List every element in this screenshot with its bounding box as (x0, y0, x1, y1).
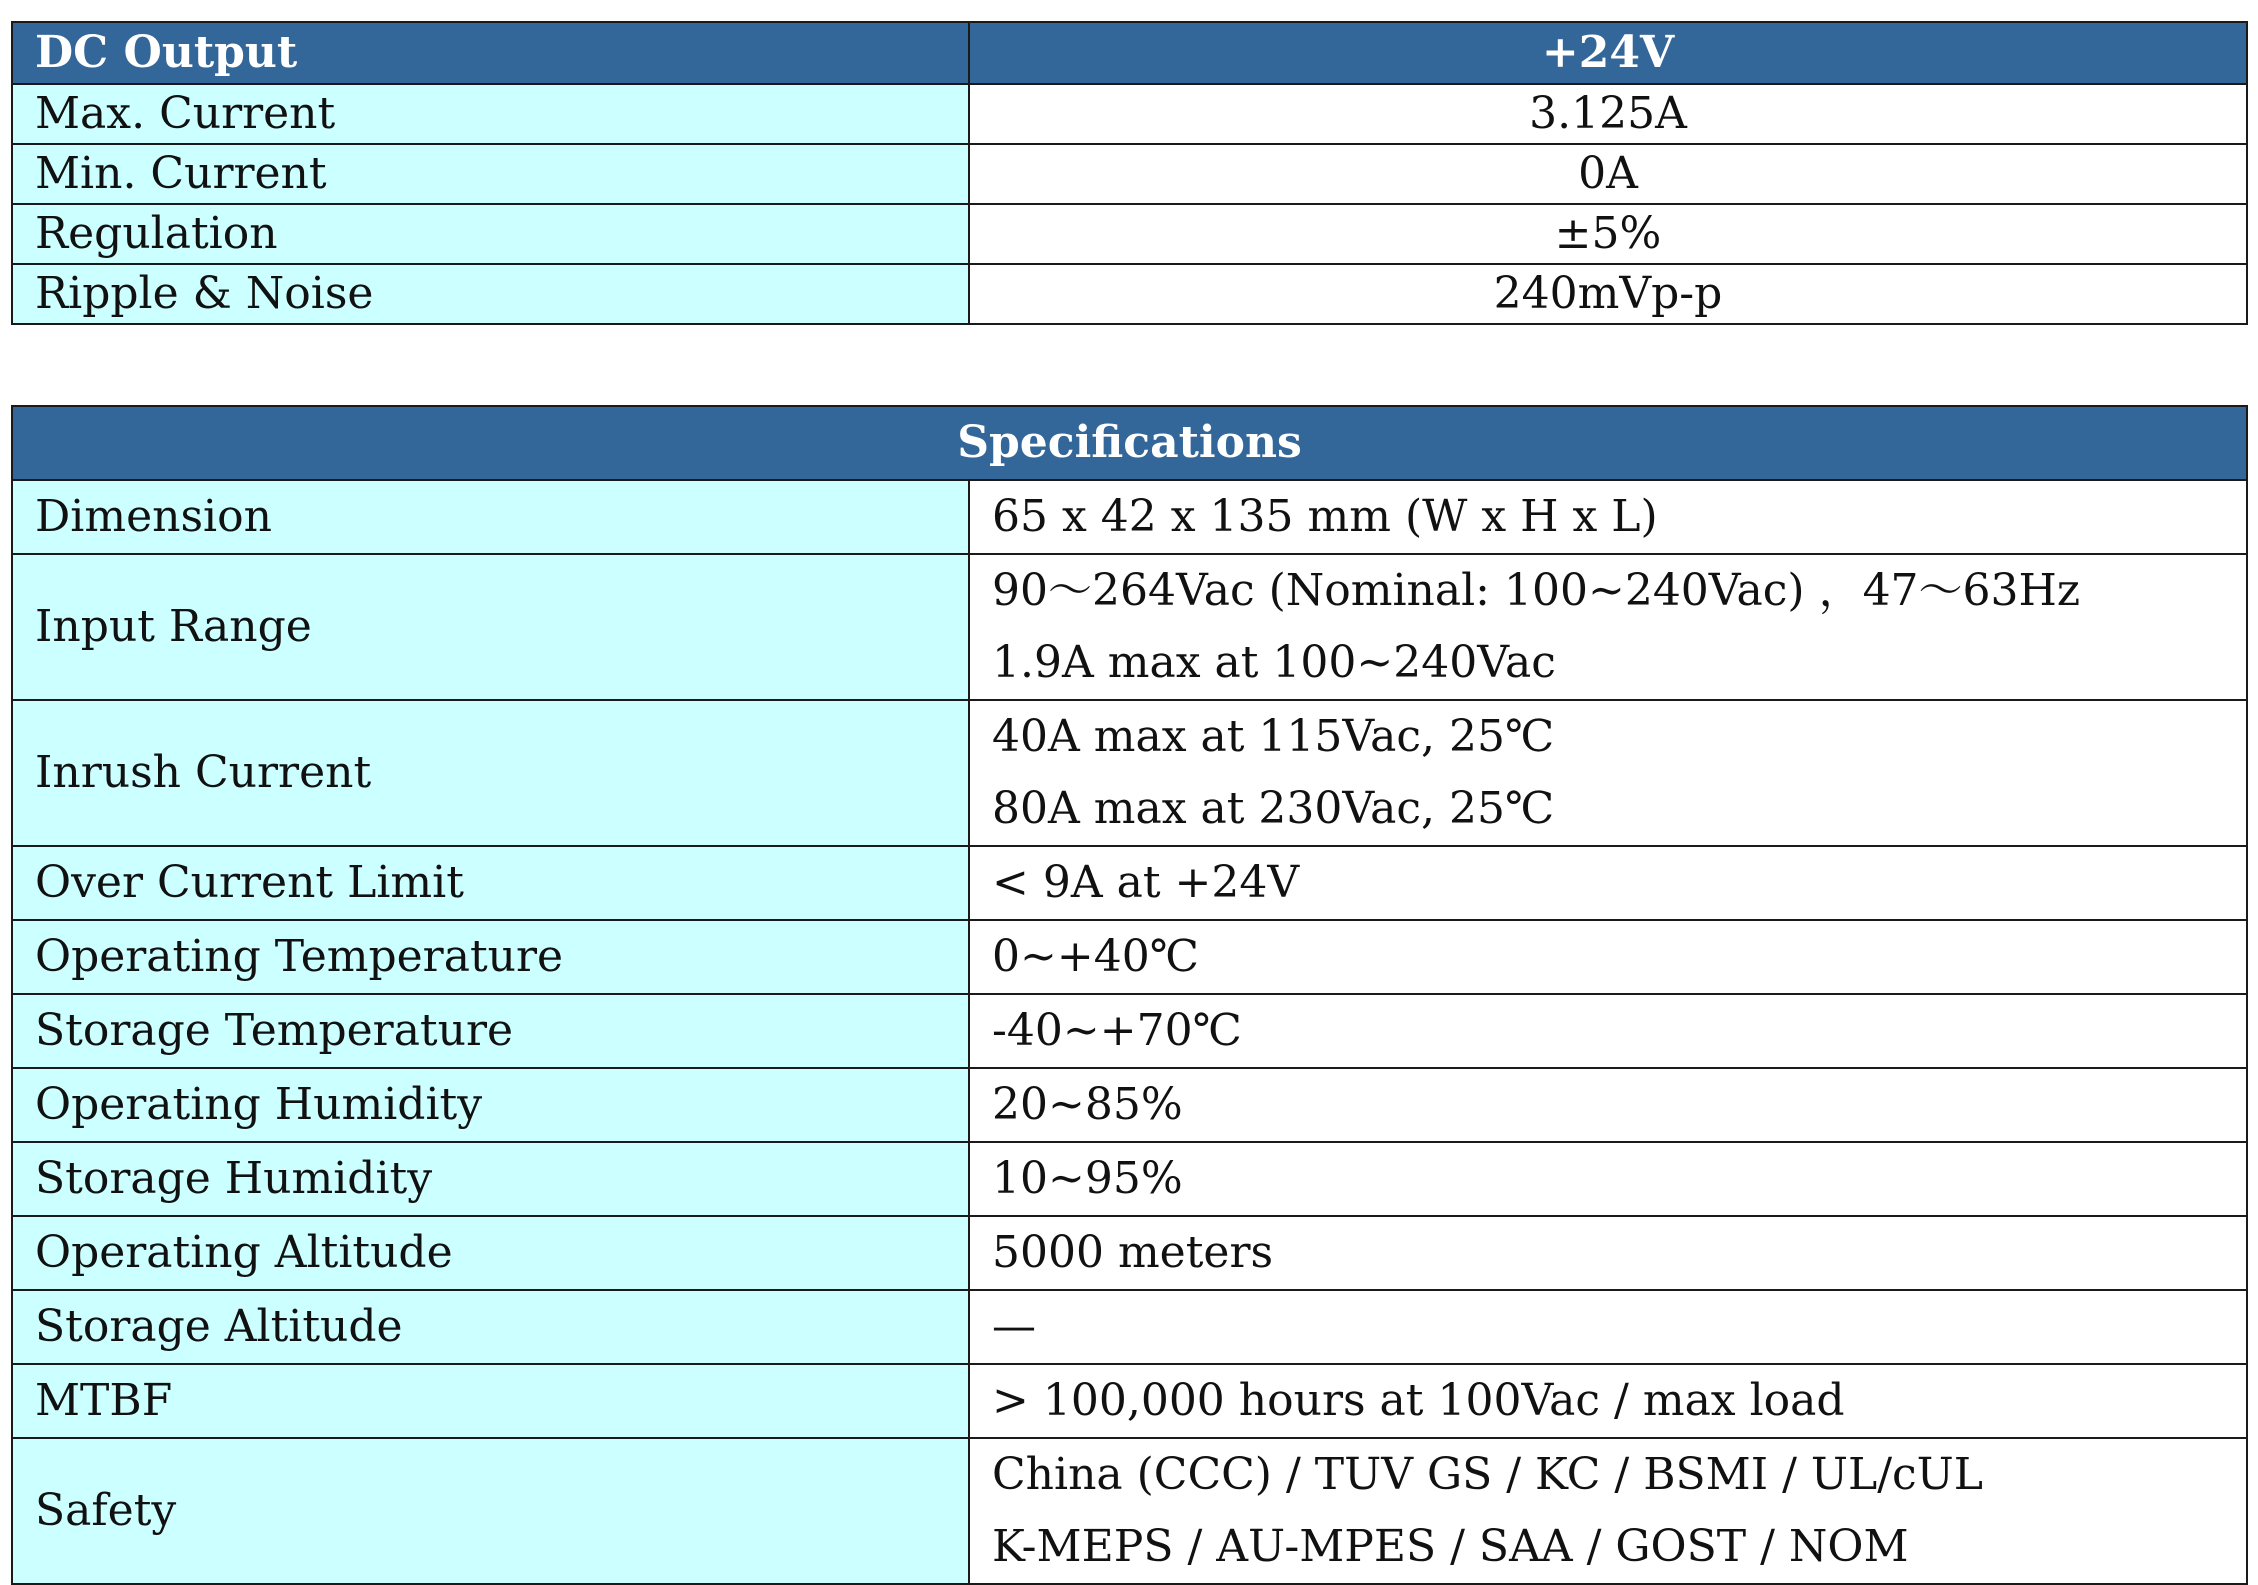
row-value: ±5% (969, 204, 2247, 264)
value-line: 10~95% (992, 1153, 1183, 1204)
table-row (12, 1290, 2247, 1364)
value-line: China (CCC) / TUV GS / KC / BSMI / UL/cUL (992, 1449, 1983, 1500)
table-row (12, 554, 2247, 700)
table-row (12, 144, 2247, 204)
row-value: 240mVp-p (969, 264, 2247, 324)
row-label: Storage Temperature (12, 994, 969, 1068)
table-row (12, 480, 2247, 554)
row-value (969, 1364, 2247, 1438)
value-line: 5000 meters (992, 1227, 1274, 1278)
row-value (969, 700, 2247, 846)
row-value: 0A (969, 144, 2247, 204)
row-value (969, 846, 2247, 920)
dc-output-header-row (12, 22, 2247, 84)
row-label: Inrush Current (12, 700, 969, 846)
table-row (12, 1216, 2247, 1290)
row-value (969, 920, 2247, 994)
row-value (969, 554, 2247, 700)
table-row (12, 1438, 2247, 1584)
value-line: -40~+70℃ (992, 1005, 1242, 1056)
dc-output-header-label: DC Output (12, 22, 969, 84)
row-label: Operating Temperature (12, 920, 969, 994)
row-label: Over Current Limit (12, 846, 969, 920)
table-row (12, 1364, 2247, 1438)
value-line: 90～264Vac (Nominal: 100~240Vac) ，47～63Hz (992, 565, 2081, 616)
row-value (969, 480, 2247, 554)
value-line: 80A max at 230Vac, 25℃ (992, 783, 1555, 834)
value-line: 20~85% (992, 1079, 1183, 1130)
row-label: Max. Current (12, 84, 969, 144)
row-value (969, 1068, 2247, 1142)
row-label: Operating Altitude (12, 1216, 969, 1290)
value-line: 1.9A max at 100~240Vac (992, 637, 1556, 688)
value-line: 0~+40℃ (992, 931, 1199, 982)
row-value (969, 994, 2247, 1068)
specifications-header-row (12, 406, 2247, 480)
row-label: MTBF (12, 1364, 969, 1438)
table-row (12, 1068, 2247, 1142)
value-line: — (992, 1301, 1036, 1352)
row-label: Safety (12, 1438, 969, 1584)
table-row (12, 994, 2247, 1068)
row-label: Operating Humidity (12, 1068, 969, 1142)
row-label: Input Range (12, 554, 969, 700)
table-row (12, 204, 2247, 264)
row-value: 3.125A (969, 84, 2247, 144)
row-value (969, 1438, 2247, 1584)
value-line: 65 x 42 x 135 mm (W x H x L) (992, 491, 1658, 542)
value-line: 40A max at 115Vac, 25℃ (992, 711, 1555, 762)
specifications-table (11, 405, 2248, 1585)
table-row (12, 846, 2247, 920)
row-label: Regulation (12, 204, 969, 264)
dc-output-header-value: +24V (969, 22, 2247, 84)
row-value (969, 1216, 2247, 1290)
table-row (12, 920, 2247, 994)
value-line: K-MEPS / AU-MPES / SAA / GOST / NOM (992, 1521, 1909, 1572)
value-line: < 9A at +24V (992, 857, 1300, 908)
row-label: Ripple & Noise (12, 264, 969, 324)
row-label: Storage Altitude (12, 1290, 969, 1364)
specifications-title: Specifications (12, 406, 2247, 480)
row-value (969, 1142, 2247, 1216)
row-label: Dimension (12, 480, 969, 554)
table-row (12, 1142, 2247, 1216)
row-label: Storage Humidity (12, 1142, 969, 1216)
table-row (12, 264, 2247, 324)
dc-output-table (11, 21, 2248, 325)
row-label: Min. Current (12, 144, 969, 204)
row-value (969, 1290, 2247, 1364)
table-row (12, 84, 2247, 144)
table-row (12, 700, 2247, 846)
value-line: > 100,000 hours at 100Vac / max load (992, 1375, 1845, 1426)
